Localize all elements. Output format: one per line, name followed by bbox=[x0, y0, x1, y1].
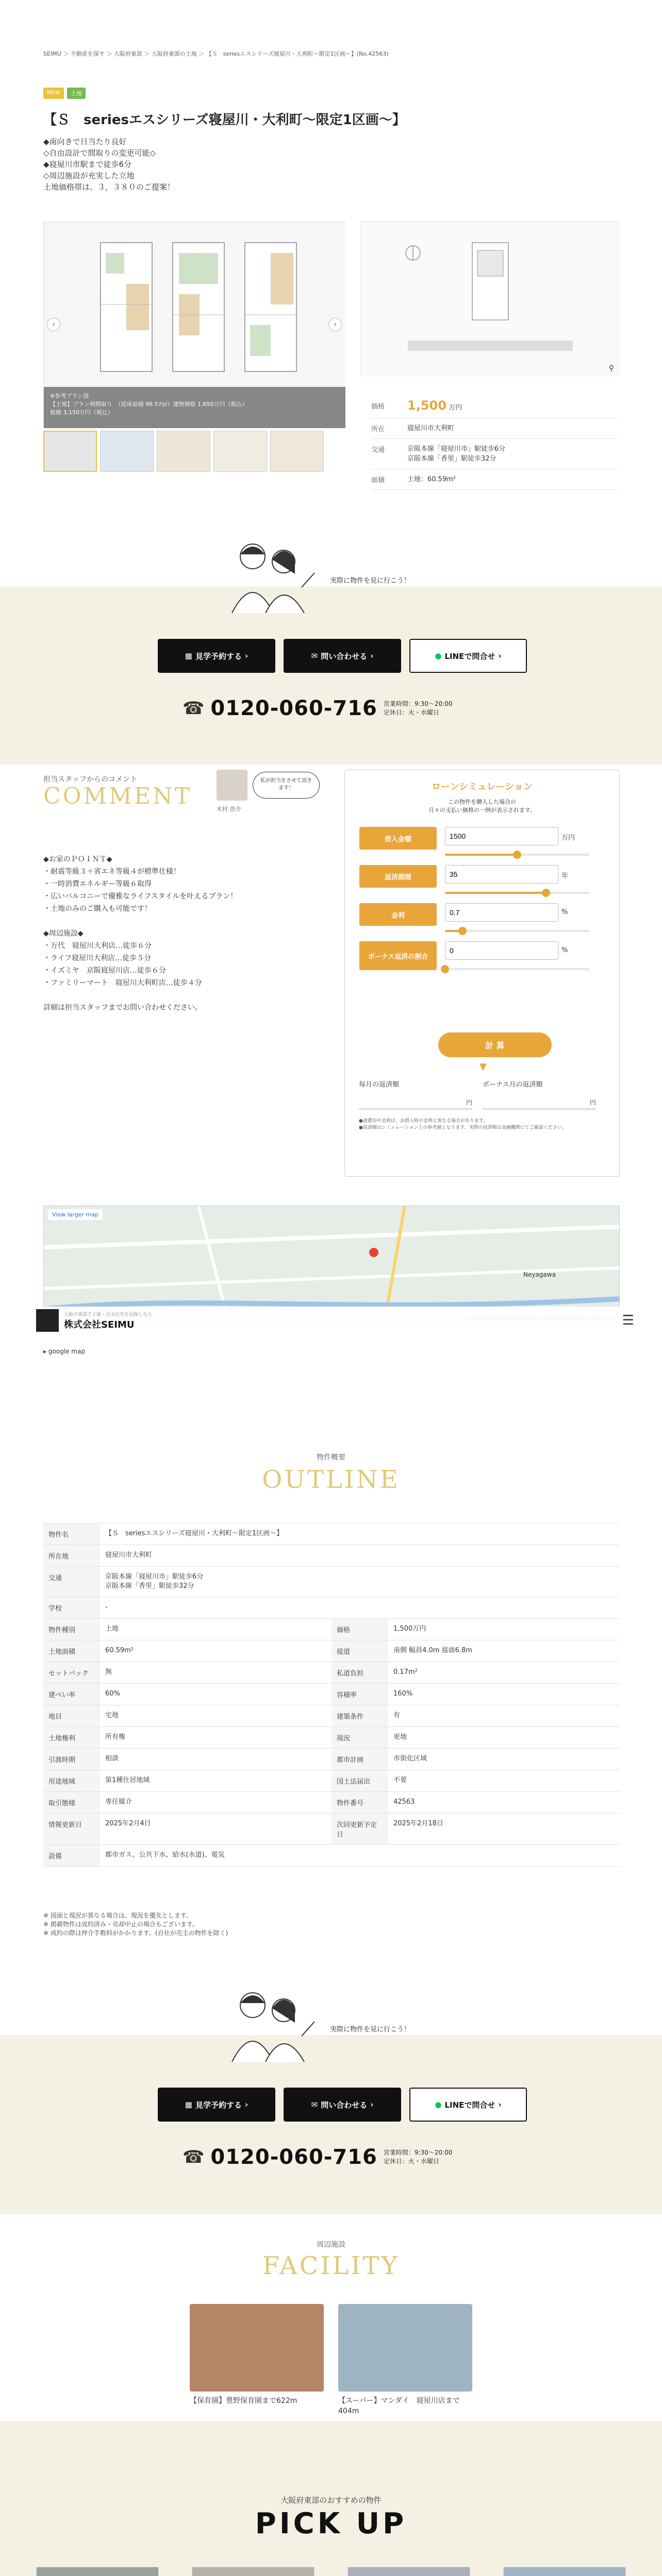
gallery-prev-button[interactable]: ‹ bbox=[47, 318, 60, 331]
facility-name: 【保育園】豊野保育園まで622m bbox=[190, 2397, 297, 2405]
tel-block bbox=[183, 2145, 452, 2169]
price-value: 1,500 bbox=[407, 398, 446, 413]
business-hours: 営業時間：9:30〜20:00 bbox=[383, 2149, 453, 2156]
tel-hours bbox=[384, 700, 453, 717]
facility-name: 【スーパー】マンダイ 寝屋川店まで404m bbox=[338, 2397, 460, 2415]
row-key: 価格 bbox=[332, 1619, 388, 1640]
thumbnail[interactable] bbox=[100, 431, 154, 472]
bonus-result-label: ボーナス月の返済額 bbox=[483, 1081, 543, 1089]
loan-term-unit: 年 bbox=[561, 872, 569, 880]
thumbnail[interactable] bbox=[270, 431, 324, 472]
loan-amount-unit: 万円 bbox=[561, 834, 575, 842]
row-key: 所在地 bbox=[43, 1545, 100, 1566]
chevron-right-icon: › bbox=[370, 2100, 374, 2109]
reserve-label: 見学予約する bbox=[195, 651, 242, 661]
property-photo bbox=[37, 2567, 158, 2576]
facility-card bbox=[338, 2304, 472, 2417]
feature-item: ◇自由設計で間取りの変更可能◇ bbox=[43, 148, 156, 158]
row-value: 南側 幅員4.0m 接面6.8m bbox=[393, 1647, 472, 1654]
row-value: 都市ガス、公共下水、給水(水道)、電気 bbox=[105, 1851, 225, 1859]
outline-notes bbox=[43, 1911, 228, 1938]
new-badge: NEW bbox=[43, 88, 64, 99]
bonus-slider[interactable] bbox=[445, 968, 589, 970]
site-plan-drawing bbox=[361, 222, 620, 377]
table-row bbox=[43, 1567, 620, 1597]
tel-number[interactable]: 0120-060-716 bbox=[210, 2145, 377, 2169]
calendar-icon: ▦ bbox=[185, 2100, 192, 2109]
facility-heading-en: FACILITY bbox=[262, 2251, 400, 2280]
loan-title: ローンシミュレーション bbox=[431, 782, 533, 792]
site-plan-image[interactable] bbox=[361, 222, 620, 376]
table-row bbox=[43, 1597, 620, 1619]
comment-line: ・広いバルコニーで優雅なライフスタイルを叶えるプラン！ bbox=[43, 892, 238, 901]
row-key: 交通 bbox=[43, 1567, 100, 1597]
interest-label: 金利 bbox=[359, 903, 437, 926]
price-label: 価格 bbox=[371, 403, 385, 411]
row-key: 次回更新予定日 bbox=[332, 1814, 388, 1844]
interest-unit: % bbox=[561, 908, 568, 916]
freedial-icon: ☎ bbox=[183, 2147, 205, 2167]
property-title: 【Ｓ seriesエスシリーズ寝屋川・大利町～限定1区画～】 bbox=[43, 112, 406, 128]
row-key: 地目 bbox=[43, 1705, 100, 1726]
comment-line: ・ライフ寝屋川大利店…徒歩５分 bbox=[43, 954, 152, 962]
bonus-row bbox=[359, 941, 605, 970]
loan-amount-row bbox=[359, 827, 605, 850]
loan-note: ●諸費用や金利は、お借入時の金利と異なる場合があります。 ●返済額はシミュレーション上の参考値となります。実際の返済額は金融機関にてご確認ください。 bbox=[359, 1118, 567, 1130]
thumbnail[interactable] bbox=[43, 431, 97, 472]
closed-days: 定休日：火・水曜日 bbox=[383, 709, 439, 716]
row-value: 42563 bbox=[393, 1798, 415, 1806]
feature-item: ◆寝屋川市駅まで徒歩6分 bbox=[43, 160, 132, 169]
facility-photo bbox=[338, 2304, 472, 2392]
row-value: 不要 bbox=[393, 1776, 407, 1784]
comment-heading-en: COMMENT bbox=[43, 783, 192, 809]
table-row bbox=[43, 1523, 620, 1545]
monthly-value bbox=[359, 1089, 472, 1109]
comment-line: ・一時消費エネルギー等級６取得 bbox=[43, 880, 152, 888]
bonus-input[interactable] bbox=[445, 941, 558, 960]
row-key: 設備 bbox=[43, 1845, 100, 1866]
row-value: 2025年2月4日 bbox=[105, 1820, 151, 1827]
google-map-link[interactable] bbox=[43, 1348, 85, 1355]
brand-tagline: 大阪の東部で土地・注文住宅をお探しなら bbox=[64, 1312, 153, 1317]
mail-icon: ✉ bbox=[311, 2100, 318, 2109]
outline-heading-en: OUTLINE bbox=[262, 1465, 400, 1494]
chevron-right-icon: › bbox=[245, 2100, 249, 2109]
table-row bbox=[43, 1749, 620, 1770]
google-map-link-label: google map bbox=[48, 1348, 85, 1355]
comment-spacer bbox=[43, 989, 332, 1002]
caret-icon: ▸ bbox=[43, 1348, 48, 1355]
property-card[interactable] bbox=[192, 2567, 315, 2576]
row-key: 引渡時期 bbox=[43, 1749, 100, 1770]
comment-body bbox=[43, 853, 332, 1014]
row-key: 物件種別 bbox=[43, 1619, 100, 1640]
pickup-heading-en: PICK UP bbox=[255, 2507, 407, 2540]
loan-term-slider[interactable] bbox=[445, 892, 589, 894]
row-key: 国土法届出 bbox=[332, 1770, 388, 1791]
row-value: 160% bbox=[393, 1690, 413, 1698]
transit-row bbox=[371, 439, 619, 469]
photo-gallery[interactable] bbox=[43, 222, 345, 428]
row-value: 相談 bbox=[105, 1755, 119, 1762]
loan-amount-label: 借入金額 bbox=[359, 827, 437, 850]
outline-heading-jp: 物件概要 bbox=[317, 1453, 345, 1462]
comment-line: ◆周辺施設◆ bbox=[43, 929, 84, 938]
row-key: 物件番号 bbox=[332, 1792, 388, 1813]
row-value: 第1種住居地域 bbox=[105, 1776, 150, 1784]
row-value: 土地 bbox=[105, 1625, 119, 1633]
line-contact-button[interactable] bbox=[409, 2088, 527, 2122]
reserve-visit-button[interactable] bbox=[158, 639, 275, 673]
row-value: 60% bbox=[105, 1690, 120, 1698]
row-key: 私道負担 bbox=[332, 1662, 388, 1683]
thumbnail[interactable] bbox=[157, 431, 210, 472]
row-key: 土地権利 bbox=[43, 1727, 100, 1748]
interest-input[interactable] bbox=[445, 903, 558, 922]
row-key: 用途地域 bbox=[43, 1770, 100, 1791]
staff-illustration bbox=[217, 536, 320, 613]
chevron-down-icon: ▼ bbox=[479, 1061, 487, 1072]
row-value: 60.59m² bbox=[105, 1647, 134, 1654]
table-row bbox=[43, 1770, 620, 1792]
row-value: 専任媒介 bbox=[105, 1798, 133, 1806]
table-row bbox=[43, 1545, 620, 1567]
loan-term-row bbox=[359, 865, 605, 888]
row-value: 無 bbox=[105, 1668, 112, 1676]
cta-bubble-text: 実際に物件を見に行こう！ bbox=[330, 2026, 411, 2033]
breadcrumb[interactable]: SEIMU ＞ 不動産を探す ＞ 大阪府東部 ＞ 大阪府東部の土地 ＞ 【Ｓ seriesエスシリーズ寝屋川・大利町～限定1区画～】(No.42563) bbox=[43, 50, 389, 57]
comment-line: ・ファミリーマート 寝屋川大利町店…徒歩４分 bbox=[43, 979, 202, 987]
price-unit: 万円 bbox=[449, 404, 462, 412]
comment-heading-jp: 担当スタッフからのコメント bbox=[43, 775, 137, 784]
loan-term-input[interactable] bbox=[445, 865, 558, 884]
cta-bubble-text: 実際に物件を見に行こう！ bbox=[330, 577, 411, 585]
contact-button[interactable] bbox=[284, 2088, 401, 2122]
comment-line: ・イズミヤ 京阪寝屋川店…徒歩６分 bbox=[43, 967, 166, 975]
loan-simulator bbox=[344, 770, 620, 1177]
loan-term-label: 返済期間 bbox=[359, 865, 437, 888]
address-value: 寝屋川市大利町 bbox=[407, 425, 455, 432]
row-value: 寝屋川市大利町 bbox=[105, 1551, 153, 1559]
calculate-button[interactable]: 計 算 bbox=[438, 1032, 552, 1057]
row-value: - bbox=[105, 1603, 108, 1611]
table-row bbox=[43, 1684, 620, 1705]
type-badge: 土地 bbox=[67, 88, 86, 99]
tel-number[interactable]: 0120-060-716 bbox=[210, 697, 377, 720]
table-row bbox=[43, 1727, 620, 1749]
bonus-unit: % bbox=[561, 946, 568, 954]
monthly-label: 毎月の返済額 bbox=[359, 1081, 400, 1089]
row-key: 建ぺい率 bbox=[43, 1684, 100, 1705]
area-value: 土地：60.59m² bbox=[407, 476, 456, 483]
calendar-icon: ▦ bbox=[185, 651, 192, 660]
map-place-label: Neyagawa bbox=[523, 1271, 556, 1278]
row-value: 宅地 bbox=[105, 1711, 119, 1719]
property-photo bbox=[192, 2567, 314, 2576]
contact-label: 問い合わせる bbox=[321, 2100, 368, 2110]
row-value: 更地 bbox=[393, 1733, 407, 1741]
reserve-visit-button[interactable] bbox=[158, 2088, 275, 2122]
tel-hours bbox=[384, 2148, 453, 2166]
chevron-right-icon: › bbox=[245, 651, 249, 660]
contact-button[interactable] bbox=[284, 639, 401, 673]
table-row bbox=[43, 1792, 620, 1814]
row-value: 2025年2月18日 bbox=[393, 1820, 443, 1827]
chevron-right-icon: › bbox=[370, 651, 374, 660]
gallery-next-button[interactable]: › bbox=[328, 318, 342, 331]
comment-line: 詳細は担当スタッフまでお問い合わせください。 bbox=[43, 1004, 202, 1012]
price-row bbox=[371, 396, 619, 418]
closed-days: 定休日：火・水曜日 bbox=[383, 2158, 439, 2165]
brand-name: 株式会社SEIMU bbox=[64, 1319, 135, 1330]
line-icon: ● bbox=[435, 651, 442, 660]
bonus-value bbox=[483, 1089, 596, 1109]
property-photo bbox=[348, 2567, 470, 2576]
transit-value: 京阪本線「寝屋川市」駅徒歩6分 京阪本線「香里」駅徒歩32分 bbox=[407, 445, 506, 463]
loan-subtitle: この物件を購入した場合の 月々の支払い価格の一例が表示されます。 bbox=[428, 799, 536, 814]
feature-list bbox=[43, 136, 175, 193]
interest-slider[interactable] bbox=[445, 930, 589, 932]
gallery-caption: ※参考プラン図 【土地】プラン例間取り （延床面積 96.57㎡）建物価格 1,650万円（税込） 総額 3,150万円（税込） bbox=[50, 393, 248, 416]
property-summary bbox=[371, 396, 619, 490]
staff-avatar bbox=[217, 770, 247, 801]
cta-band bbox=[0, 2035, 662, 2214]
hamburger-menu-icon[interactable]: ☰ bbox=[622, 1313, 634, 1328]
row-value: 0.17m² bbox=[393, 1668, 418, 1676]
cta-band bbox=[0, 586, 662, 765]
comment-line: ・耐震等級３＋省エネ等級４が標準仕様！ bbox=[43, 868, 180, 876]
contact-label: 問い合わせる bbox=[321, 651, 368, 661]
row-value: 所有権 bbox=[105, 1733, 126, 1741]
line-icon: ● bbox=[435, 2100, 442, 2109]
address-row bbox=[371, 418, 619, 439]
facility-card bbox=[190, 2304, 324, 2417]
note-line: ※ 成約の際は仲介手数料がかかります。(自社が売主の物件を除く) bbox=[43, 1929, 228, 1937]
line-contact-button[interactable] bbox=[409, 639, 527, 673]
comment-line: ◆お家のＰＯＩＮＴ◆ bbox=[43, 855, 112, 863]
area-row bbox=[371, 469, 619, 490]
feature-item: 土地価格帯は、３，３８０のご提案！ bbox=[43, 182, 175, 192]
feature-item: ◆南向きで日当たり良好 bbox=[43, 137, 127, 146]
staff-bubble: 私が担当をさせて頂きます！ bbox=[253, 772, 320, 799]
comment-line: ・土地のみのご購入も可能です！ bbox=[43, 905, 152, 913]
row-value: 【Ｓ seriesエスシリーズ寝屋川・大利町～限定1区画～】 bbox=[105, 1530, 284, 1537]
property-card[interactable] bbox=[503, 2567, 626, 2576]
thumbnail[interactable] bbox=[213, 431, 267, 472]
property-photo bbox=[504, 2567, 625, 2576]
zoom-icon[interactable]: ⚲ bbox=[608, 364, 614, 372]
table-row bbox=[43, 1619, 620, 1640]
chevron-right-icon: › bbox=[498, 651, 502, 660]
freedial-icon: ☎ bbox=[183, 698, 205, 719]
monthly-result bbox=[359, 1079, 472, 1109]
note-line: ※ 図面と現況が異なる場合は、現況を優先とします。 bbox=[43, 1912, 192, 1919]
chevron-right-icon: › bbox=[498, 2100, 502, 2109]
pickup-heading-jp: 大阪府東部のおすすめの物件 bbox=[280, 2496, 382, 2505]
loan-amount-input[interactable] bbox=[445, 827, 558, 845]
sticky-header bbox=[31, 1307, 639, 1334]
staff-illustration bbox=[217, 1985, 320, 2062]
comment-line: ・万代 寝屋川大利店…徒歩６分 bbox=[43, 942, 152, 950]
table-row bbox=[43, 1814, 620, 1845]
cta-buttons bbox=[158, 2088, 527, 2122]
row-key: 物件名 bbox=[43, 1523, 100, 1545]
row-key: 建築条件 bbox=[332, 1705, 388, 1726]
monthly-unit: 円 bbox=[466, 1099, 472, 1106]
brand-logo[interactable] bbox=[36, 1309, 59, 1332]
thumbnail-strip bbox=[43, 431, 324, 472]
row-key: 現況 bbox=[332, 1727, 388, 1748]
row-key: 都市計画 bbox=[332, 1749, 388, 1770]
row-value: 有 bbox=[393, 1711, 401, 1719]
reserve-label: 見学予約する bbox=[195, 2100, 242, 2110]
table-row bbox=[43, 1662, 620, 1684]
row-value: 京阪本線「寝屋川市」駅徒歩6分 京阪本線「香里」駅徒歩32分 bbox=[105, 1573, 204, 1590]
bonus-label: ボーナス返済の割合 bbox=[359, 941, 437, 970]
row-key: 土地面積 bbox=[43, 1640, 100, 1662]
row-key: 情報更新日 bbox=[43, 1814, 100, 1844]
facility-photo bbox=[190, 2304, 324, 2392]
row-key: 取引態様 bbox=[43, 1792, 100, 1813]
area-label: 面積 bbox=[371, 477, 385, 484]
row-key: 接道 bbox=[332, 1640, 388, 1662]
loan-results bbox=[359, 1079, 596, 1109]
property-card[interactable] bbox=[36, 2567, 159, 2576]
badge-group bbox=[43, 88, 86, 99]
row-key: セットバック bbox=[43, 1662, 100, 1683]
staff-name: 木村 浩介 bbox=[217, 806, 241, 812]
table-row bbox=[43, 1640, 620, 1662]
mail-icon: ✉ bbox=[311, 651, 318, 660]
feature-item: ◇周辺施設が充実した立地 bbox=[43, 171, 135, 180]
tel-block bbox=[183, 697, 452, 720]
row-key: 学校 bbox=[43, 1597, 100, 1618]
facility-heading-jp: 周辺施設 bbox=[317, 2241, 345, 2249]
row-value: 1,500万円 bbox=[393, 1625, 426, 1633]
outline-table bbox=[43, 1523, 620, 1867]
row-value: 市街化区域 bbox=[393, 1755, 427, 1762]
bonus-result-unit: 円 bbox=[589, 1099, 596, 1106]
row-key: 容積率 bbox=[332, 1684, 388, 1705]
cta-buttons bbox=[158, 639, 527, 673]
address-label: 所在 bbox=[371, 426, 385, 433]
interest-row bbox=[359, 903, 605, 926]
line-label: LINEで問合せ bbox=[444, 2100, 495, 2110]
view-larger-map-link[interactable]: View larger map bbox=[48, 1209, 103, 1220]
line-label: LINEで問合せ bbox=[444, 651, 495, 661]
table-row bbox=[43, 1845, 620, 1867]
comment-spacer bbox=[43, 915, 332, 927]
note-line: ※ 掲載物件は成約済み・売却中止の場合もございます。 bbox=[43, 1921, 198, 1928]
table-row bbox=[43, 1705, 620, 1727]
property-card[interactable] bbox=[347, 2567, 470, 2576]
loan-amount-slider[interactable] bbox=[445, 854, 589, 856]
business-hours: 営業時間：9:30〜20:00 bbox=[383, 700, 453, 707]
bonus-result bbox=[483, 1079, 596, 1109]
transit-label: 交通 bbox=[371, 446, 385, 454]
